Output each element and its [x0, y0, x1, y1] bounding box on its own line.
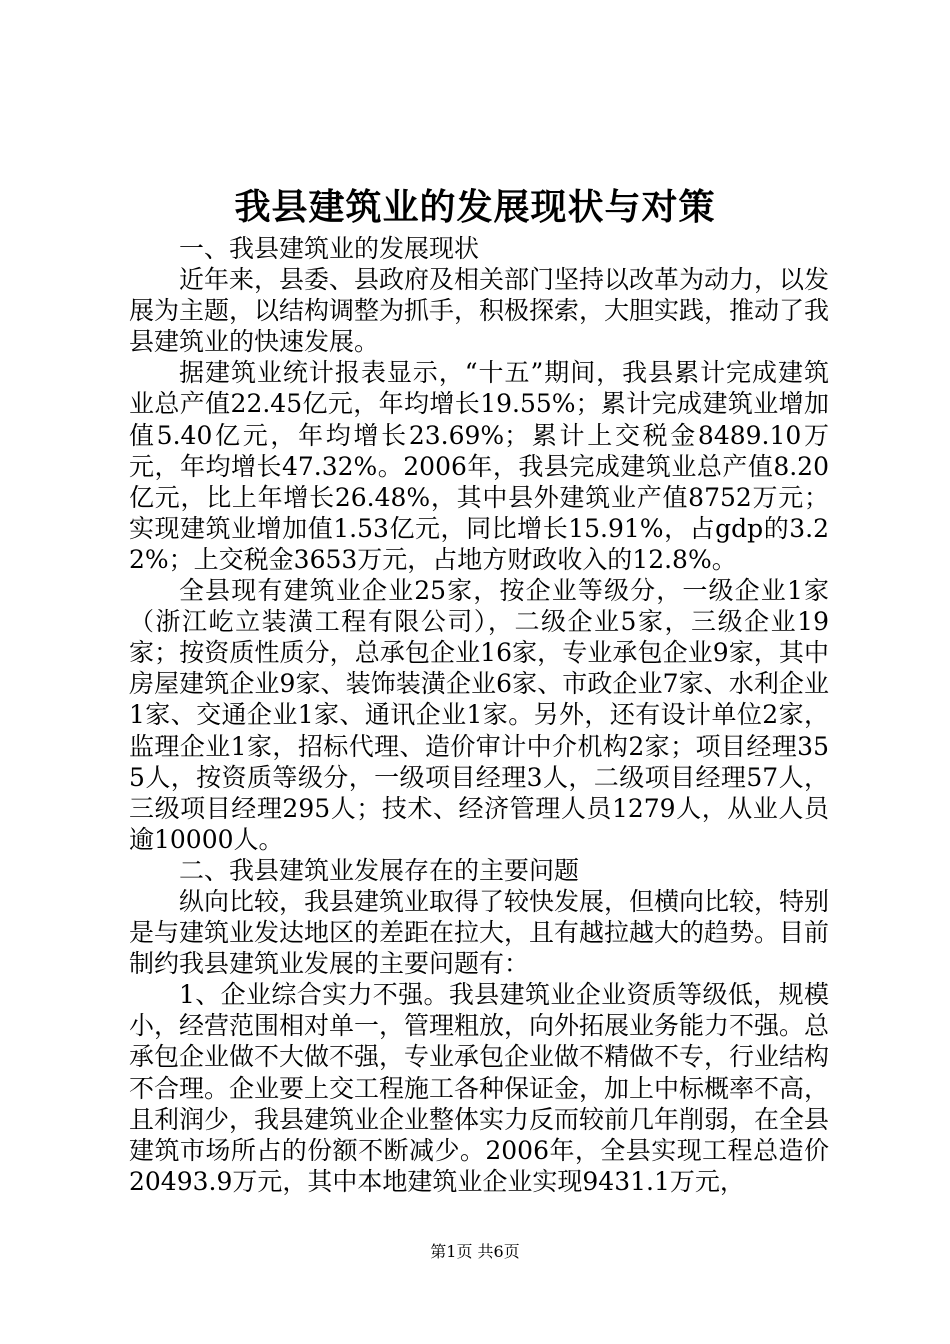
section-heading-status: 一、我县建筑业的发展现状	[179, 234, 480, 263]
document-body	[129, 233, 829, 1197]
document-title: 我县建筑业的发展现状与对策	[234, 186, 716, 228]
paragraph-problem-1: 1、企业综合实力不强。我县建筑业企业资质等级低，规模小，经营范围相对单一，管理粗放，向外拓展业务能力不强。总承包企业做不大做不强，专业承包企业做不精做不专，行业结构不合理。企业要上交工程施工各种保证金，加上中标概率不高，且利润少，我县建筑业企业整体实力反而较前几年削弱，在全县建筑市场所占的份额不断减少。2006年，全县实现工程总造价20493.9万元，其中本地建筑业企业实现9431.1万元，	[129, 980, 830, 1196]
page-number-footer: 第1页 共6页	[430, 1242, 520, 1261]
paragraph-statistics: 据建筑业统计报表显示，“十五”期间，我县累计完成建筑业总产值22.45亿元，年均增长19.55%；累计完成建筑业增加值5.40亿元，年均增长23.69%；累计上交税金8489.10万元，年均增长47.32%。2006年，我县完成建筑业总产值8.20亿元，比上年增长26.48%，其中县外建筑业产值8752万元；实现建筑业增加值1.53亿元，同比增长15.91%，占gdp的3.22%；上交税金3653万元，占地方财政收入的12.8%。	[129, 358, 829, 574]
paragraph-enterprises: 全县现有建筑业企业25家，按企业等级分，一级企业1家（浙江屹立装潢工程有限公司），二级企业5家，三级企业19家；按资质性质分，总承包企业16家，专业承包企业9家，其中房屋建筑企业9家、装饰装潢企业6家、市政企业7家、水利企业1家、交通企业1家、通讯企业1家。另外，还有设计单位2家，监理企业1家，招标代理、造价审计中介机构2家；项目经理355人，按资质等级分，一级项目经理3人，二级项目经理57人，三级项目经理295人；技术、经济管理人员1279人，从业人员逾10000人。	[129, 576, 829, 854]
section-heading-problems: 二、我县建筑业发展存在的主要问题	[179, 855, 580, 885]
paragraph-comparison: 纵向比较，我县建筑业取得了较快发展，但横向比较，特别是与建筑业发达地区的差距在拉大，且有越拉越大的趋势。目前制约我县建筑业发展的主要问题有：	[129, 886, 830, 979]
paragraph-intro: 近年来，县委、县政府及相关部门坚持以改革为动力，以发展为主题，以结构调整为抓手，积极探索，大胆实践，推动了我县建筑业的快速发展。	[129, 265, 830, 357]
